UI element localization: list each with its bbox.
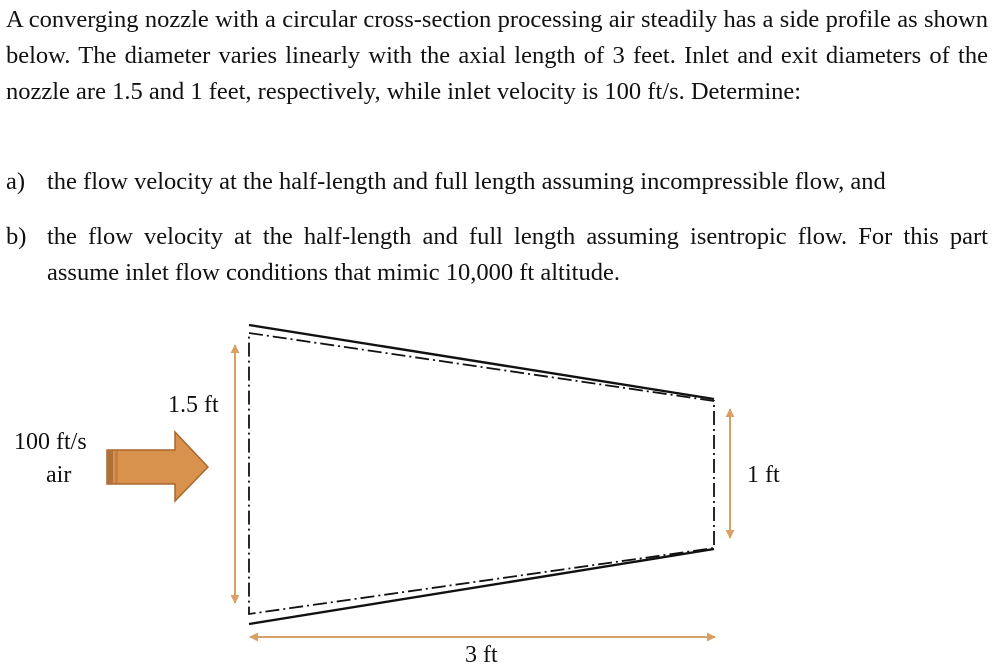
flow-arrow-icon	[107, 432, 208, 501]
nozzle-bottom-wall	[249, 549, 714, 624]
part-b-text: the flow velocity at the half-length and full length assuming isentropic flow. For this part assume inlet flow conditions that mimic 10,000 ft altitude.	[47, 223, 988, 286]
nozzle-dashdot-outline	[249, 333, 714, 614]
problem-statement: A converging nozzle with a circular cross-section processing air steadily has a side profile as shown below. The diameter varies linearly with the axial length of 3 feet. Inlet and exit diameters of the nozzle are 1.5 and 1 feet, respectively, while inlet velocity is 100 ft/s. Determine:	[6, 6, 988, 105]
nozzle-top-wall	[249, 325, 714, 399]
inlet-velocity-label: 100 ft/s	[14, 429, 87, 455]
length-label: 3 ft	[465, 642, 498, 668]
part-a-text: the flow velocity at the half-length and full length assuming incompressible flow, and	[47, 168, 886, 195]
inlet-diameter-label: 1.5 ft	[168, 392, 219, 418]
part-a-label: a)	[6, 168, 26, 195]
fluid-label: air	[46, 462, 72, 488]
part-b-label: b)	[6, 223, 27, 250]
exit-diameter-label: 1 ft	[747, 462, 780, 488]
